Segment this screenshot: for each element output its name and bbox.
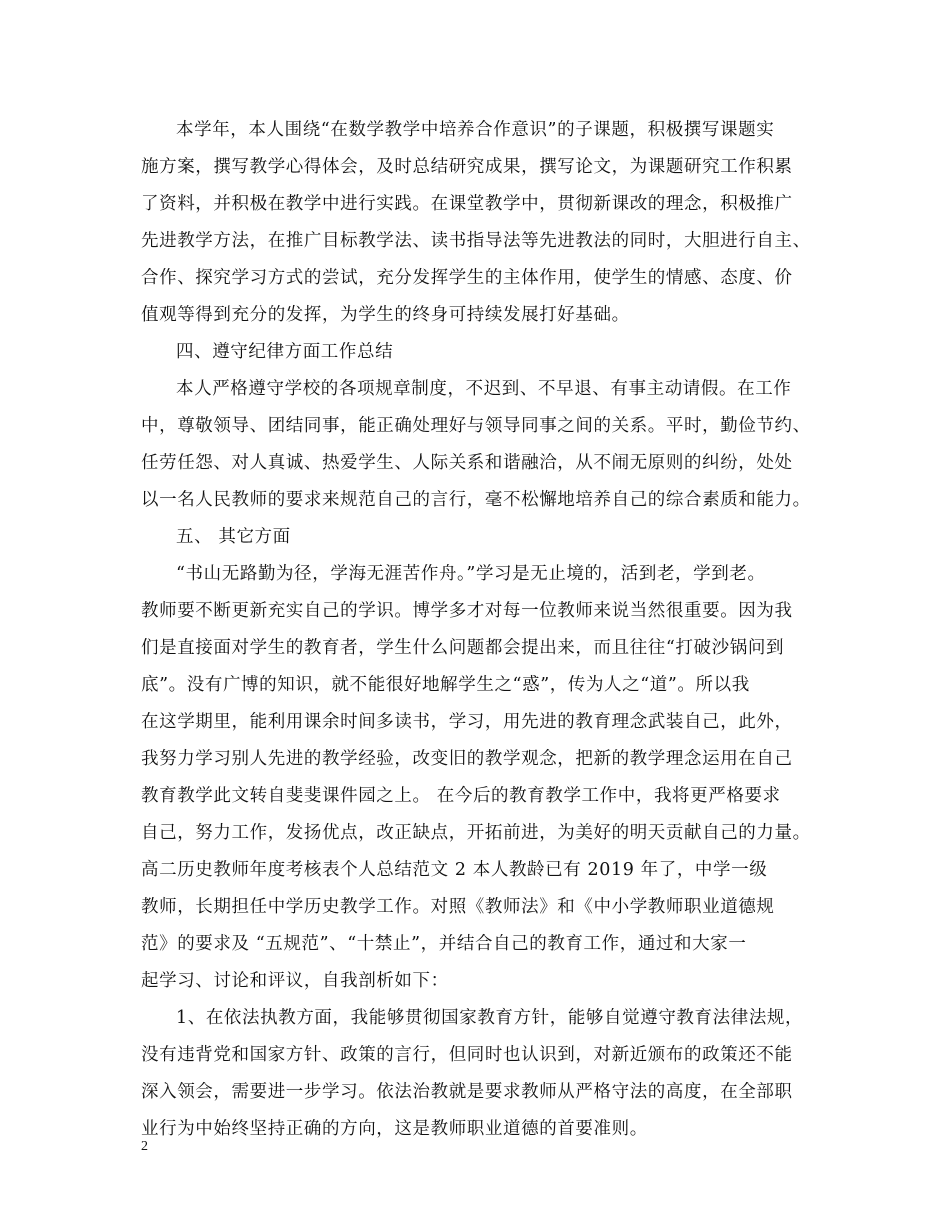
paragraph-line: 值观等得到充分的发挥，为学生的终身可持续发展打好基础。 xyxy=(141,305,630,325)
paragraph-line: 范》的要求及 “五规范”、“十禁止”，并结合自己的教育工作，通过和大家一 xyxy=(141,934,747,954)
paragraph-line: 自己，努力工作，发扬优点，改正缺点，开拓前进，为美好的明天贡献自己的力量。 xyxy=(141,823,811,843)
paragraph-line: 本人严格遵守学校的各项规章制度，不迟到、不早退、有事主动请假。在工作 xyxy=(176,379,792,399)
paragraph-line: 高二历史教师年度考核表个人总结范文 2 本人教龄已有 2019 年了，中学一级 xyxy=(141,860,768,880)
paragraph-line: 教育教学此文转自斐斐课件园之上。 在今后的教育教学工作中，我将更严格要求 xyxy=(141,786,781,806)
paragraph-line: 在这学期里，能利用课余时间多读书，学习，用先进的教育理念武装自己，此外， xyxy=(141,712,793,732)
paragraph-line: 中，尊敬领导、团结同事，能正确处理好与领导同事之间的关系。平时，勤俭节约、 xyxy=(141,416,811,436)
paragraph-line: 们是直接面对学生的教育者，学生什么问题都会提出来，而且往往“打破沙锅问到 xyxy=(141,638,785,658)
paragraph-line: 起学习、讨论和评议，自我剖析如下： xyxy=(141,971,449,991)
paragraph-line: 教师要不断更新充实自己的学识。博学多才对每一位教师来说当然很重要。因为我 xyxy=(141,601,793,621)
paragraph-line: 教师，长期担任中学历史教学工作。对照《教师法》和《中小学教师职业道德规 xyxy=(141,897,775,917)
paragraph-line: 深入领会，需要进一步学习。依法治教就是要求教师从严格守法的高度，在全部职 xyxy=(141,1082,793,1102)
paragraph-line: 没有违背党和国家方针、政策的言行，但同时也认识到，对新近颁布的政策还不能 xyxy=(141,1045,793,1065)
paragraph-line: 先进教学方法，在推广目标教学法、读书指导法等先进教法的同时，大胆进行自主、 xyxy=(141,231,811,251)
paragraph-line: 合作、探究学习方式的尝试，充分发挥学生的主体作用，使学生的情感、态度、价 xyxy=(141,268,793,288)
paragraph-line: 底”。没有广博的知识，就不能很好地解学生之“惑”，传为人之“道”。所以我 xyxy=(141,675,750,695)
paragraph-line: “书山无路勤为径，学海无涯苦作舟。”学习是无止境的，活到老，学到老。 xyxy=(176,564,766,584)
section-heading: 五、 其它方面 xyxy=(176,527,291,547)
paragraph-line: 本学年，本人围绕“在数学教学中培养合作意识”的子课题，积极撰写课题实 xyxy=(176,120,775,140)
paragraph-line: 以一名人民教师的要求来规范自己的言行，毫不松懈地培养自己的综合素质和能力。 xyxy=(141,490,811,510)
paragraph-line: 业行为中始终坚持正确的方向，这是教师职业道德的首要准则。 xyxy=(141,1119,648,1139)
paragraph-line: 我努力学习别人先进的教学经验，改变旧的教学观念，把新的教学理念运用在自己 xyxy=(141,749,793,769)
section-heading: 四、遵守纪律方面工作总结 xyxy=(176,342,394,362)
paragraph-line: 施方案，撰写教学心得体会，及时总结研究成果，撰写论文，为课题研究工作积累 xyxy=(141,157,793,177)
paragraph-line: 1、在依法执教方面，我能够贯彻国家教育方针，能够自觉遵守教育法律法规， xyxy=(176,1008,804,1028)
paragraph-line: 了资料，并积极在教学中进行实践。在课堂教学中，贯彻新课改的理念，积极推广 xyxy=(141,194,793,214)
paragraph-line: 任劳任怨、对人真诚、热爱学生、人际关系和谐融洽，从不闹无原则的纠纷，处处 xyxy=(141,453,793,473)
page-number: 2 xyxy=(141,1139,148,1154)
